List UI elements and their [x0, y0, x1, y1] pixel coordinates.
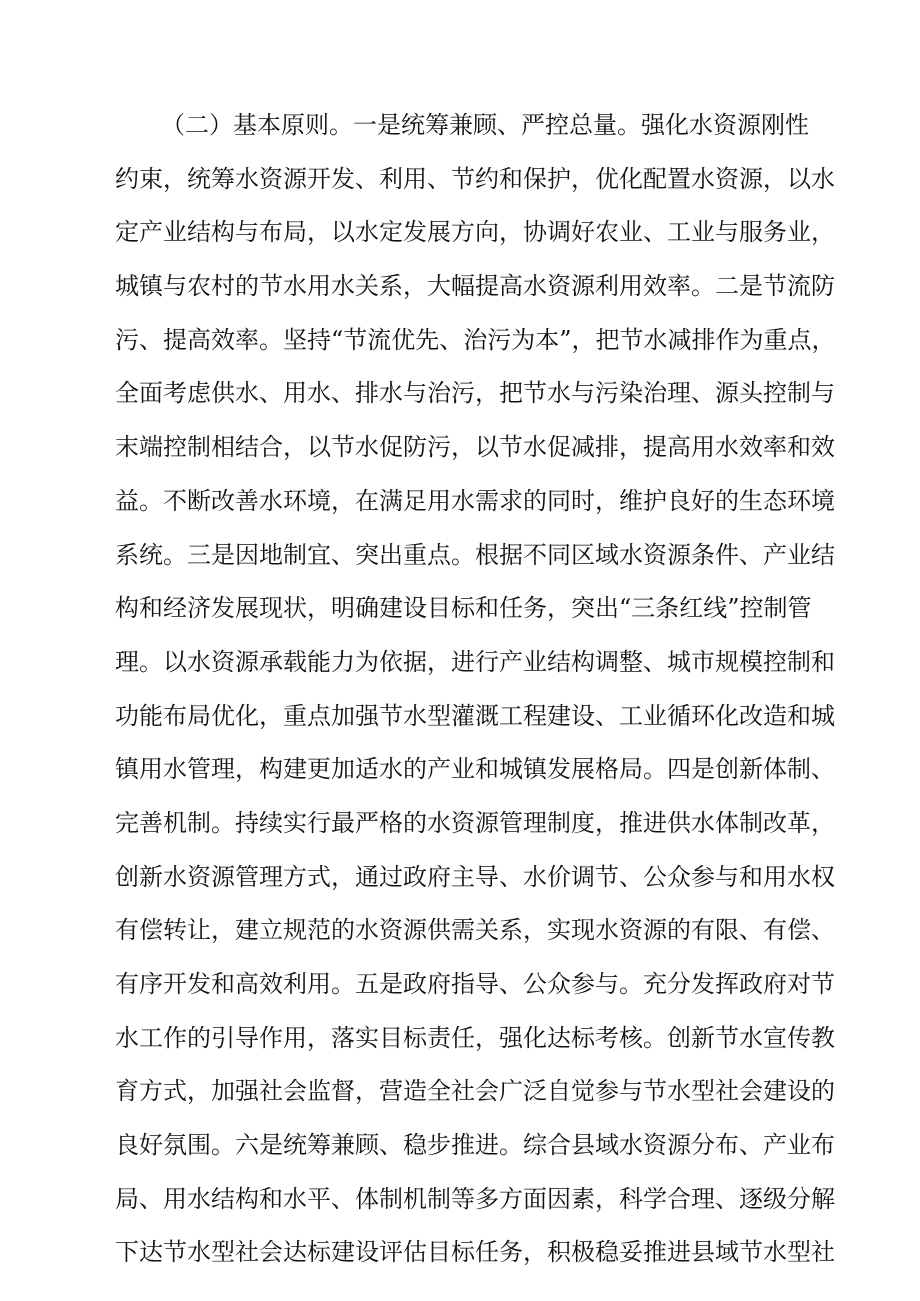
paragraph-line: 定产业结构与布局，以水定发展方向，协调好农业、工业与服务业，	[115, 218, 835, 247]
paragraph-line: 系统。三是因地制宜、突出重点。根据不同区域水资源条件、产业结	[115, 540, 835, 569]
paragraph-line: 城镇与农村的节水用水关系，大幅提高水资源利用效率。二是节流防	[115, 272, 835, 301]
paragraph-line: 污、提高效率。坚持“节流优先、治污为本”，把节水减排作为重点，	[115, 325, 836, 354]
paragraph-line: 构和经济发展现状，明确建设目标和任务，突出“三条红线”控制管	[115, 594, 812, 623]
paragraph-line: 育方式，加强社会监督，营造全社会广泛自觉参与节水型社会建设的	[115, 1077, 835, 1106]
paragraph-line: 功能布局优化，重点加强节水型灌溉工程建设、工业循环化改造和城	[115, 701, 835, 730]
paragraph-line: 有序开发和高效利用。五是政府指导、公众参与。充分发挥政府对节	[115, 970, 835, 998]
paragraph-line: 水工作的引导作用，落实目标责任，强化达标考核。创新节水宣传教	[115, 1023, 835, 1052]
paragraph-line: 良好氛围。六是统筹兼顾、稳步推进。综合县域水资源分布、产业布	[115, 1131, 835, 1160]
paragraph-line: 理。以水资源承载能力为依据，进行产业结构调整、城市规模控制和	[115, 647, 835, 676]
paragraph-line: （二）基本原则。一是统筹兼顾、严控总量。强化水资源刚性	[161, 111, 809, 139]
paragraph-line: 益。不断改善水环境，在满足用水需求的同时，维护良好的生态环境	[115, 486, 835, 515]
paragraph-line: 镇用水管理，构建更加适水的产业和城镇发展格局。四是创新体制、	[115, 755, 835, 784]
paragraph-line: 创新水资源管理方式，通过政府主导、水价调节、公众参与和用水权	[115, 862, 835, 891]
body-paragraph	[115, 99, 836, 1280]
paragraph-line: 末端控制相结合，以节水促防污，以节水促减排，提高用水效率和效	[115, 433, 835, 462]
paragraph-line: 有偿转让，建立规范的水资源供需关系，实现水资源的有限、有偿、	[115, 916, 835, 945]
paragraph-line: 完善机制。持续实行最严格的水资源管理制度，推进供水体制改革，	[115, 808, 835, 837]
paragraph-line: 约束，统筹水资源开发、利用、节约和保护，优化配置水资源，以水	[115, 164, 835, 193]
paragraph-line: 全面考虑供水、用水、排水与治污，把节水与污染治理、源头控制与	[115, 379, 835, 408]
paragraph-line: 局、用水结构和水平、体制机制等多方面因素，科学合理、逐级分解	[115, 1184, 835, 1213]
paragraph-line: 下达节水型社会达标建设评估目标任务，积极稳妥推进县域节水型社	[115, 1238, 835, 1267]
